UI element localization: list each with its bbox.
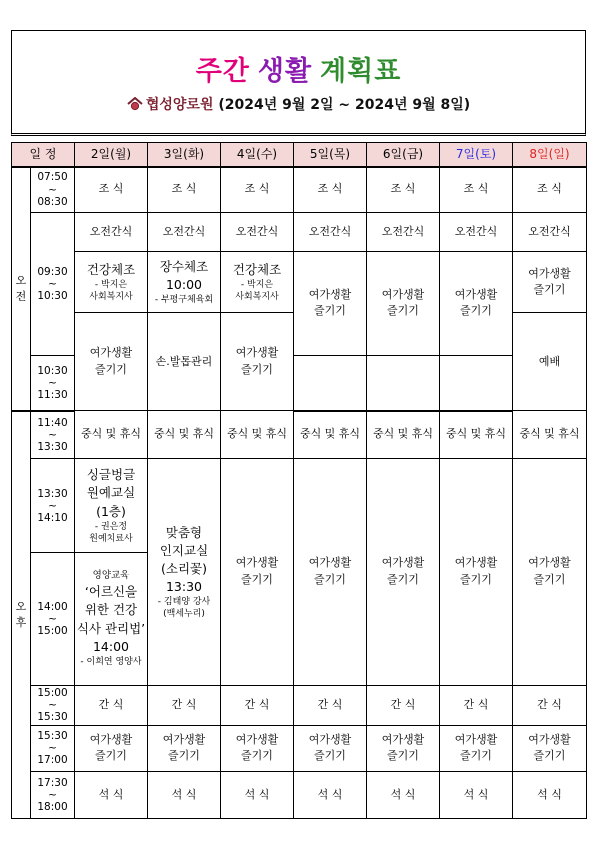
period: (2024년 9월 2일 ~ 2024년 9월 8일)	[218, 97, 471, 113]
header-box	[11, 30, 586, 136]
time-end: 14:10	[37, 511, 68, 524]
dinner-thu: 석 식	[294, 772, 367, 819]
time-end: 08:30	[37, 195, 68, 208]
wed-exercise-title: 건강체조	[232, 261, 282, 277]
leisure-line2: 즐기기	[533, 572, 566, 586]
time-sep: ~	[48, 742, 57, 755]
mon-exercise-note1: - 박지은	[94, 280, 128, 291]
tue-class-time: 13:30	[165, 578, 203, 594]
leisure-line1: 여가생활	[528, 732, 571, 746]
mon-class-line3: (1층)	[96, 503, 126, 519]
time-slot	[31, 686, 75, 725]
dinner-sat: 석 식	[440, 772, 513, 819]
col-header-tue: 3일(화)	[148, 143, 221, 167]
time-start: 07:50	[37, 171, 68, 184]
leisure-line1: 여가생활	[308, 287, 352, 301]
time-sep: ~	[48, 183, 57, 196]
page-title	[12, 49, 585, 88]
pm-snack-wed: 간 식	[221, 686, 294, 725]
leisure-line1: 여가생활	[381, 732, 425, 746]
am-snack-wed: 오전간식	[221, 212, 294, 251]
leisure-thu-pm	[294, 458, 367, 685]
breakfast-sat: 조 식	[440, 167, 513, 213]
tue-class-note1: - 김태양 강사	[157, 597, 211, 608]
time-start: 17:30	[37, 777, 68, 789]
col-header-schedule: 일 정	[12, 143, 75, 167]
leisure-wed-late	[221, 725, 294, 772]
leisure-line1: 여가생활	[454, 732, 498, 746]
pm-snack-sat: 간 식	[440, 686, 513, 725]
mon-class-note2: 원예치료사	[89, 533, 133, 544]
leisure-line1: 여가생활	[454, 556, 498, 570]
leisure-sat-late	[440, 355, 513, 410]
time-end: 18:00	[37, 801, 68, 814]
time-sep: ~	[48, 613, 57, 626]
leisure-sun-pm	[513, 458, 587, 685]
leisure-line2: 즐기기	[168, 749, 200, 763]
time-end: 17:00	[37, 754, 68, 767]
am-snack-thu: 오전간식	[294, 212, 367, 251]
am-snack-sun: 오전간식	[513, 212, 587, 251]
house-logo-icon	[127, 97, 143, 115]
col-header-sun: 8일(일)	[513, 143, 587, 167]
leisure-line1: 여가생활	[454, 287, 498, 301]
leisure-line1: 여가생활	[381, 287, 425, 301]
tue-exercise-time: 10:00	[165, 277, 203, 293]
mon-edu-line3: 식사 관리법’	[76, 620, 146, 636]
time-slot	[31, 772, 75, 819]
leisure-sun-eve	[513, 725, 587, 772]
leisure-line2: 즐기기	[241, 749, 273, 763]
col-header-wed: 4일(수)	[221, 143, 294, 167]
tue-class-line1: 맞춤형	[165, 524, 203, 540]
lunch-tue: 중식 및 휴식	[148, 411, 221, 459]
leisure-line2: 즐기기	[460, 304, 492, 318]
leisure-line2: 즐기기	[460, 749, 492, 763]
time-slot	[31, 167, 75, 213]
time-end: 10:30	[37, 289, 68, 302]
time-sep: ~	[48, 376, 57, 389]
leisure-line2: 즐기기	[533, 283, 566, 297]
title-word-weekly: 주간	[195, 56, 250, 87]
time-sep: ~	[48, 789, 57, 802]
sun-worship: 예배	[513, 313, 587, 411]
title-word-plan: 계획표	[320, 56, 402, 87]
leisure-sat-eve	[440, 725, 513, 772]
time-sep: ~	[48, 277, 57, 290]
leisure-line2: 즐기기	[95, 362, 127, 376]
time-slot	[31, 355, 75, 410]
leisure-line2: 즐기기	[533, 749, 566, 763]
dinner-tue: 석 식	[148, 772, 221, 819]
breakfast-thu: 조 식	[294, 167, 367, 213]
time-slot	[31, 458, 75, 552]
time-start: 15:00	[37, 687, 68, 700]
am-snack-tue: 오전간식	[148, 212, 221, 251]
leisure-line2: 즐기기	[314, 572, 346, 586]
leisure-line2: 즐기기	[241, 572, 273, 586]
leisure-line1: 여가생활	[235, 556, 279, 570]
tue-cognitive-class	[148, 458, 221, 685]
time-start: 13:30	[37, 487, 68, 500]
tue-class-line2: 인지교실	[159, 542, 209, 558]
dinner-sun: 석 식	[513, 772, 587, 819]
leisure-thu-am	[294, 251, 367, 355]
section-afternoon	[12, 411, 31, 819]
tue-exercise	[148, 251, 221, 313]
breakfast-fri: 조 식	[367, 167, 440, 213]
mon-exercise-note2: 사회복지사	[89, 292, 133, 303]
leisure-sat-pm	[440, 458, 513, 685]
breakfast-wed: 조 식	[221, 167, 294, 213]
lunch-wed: 중식 및 휴식	[221, 411, 294, 459]
org-name: 협성양로원	[145, 97, 214, 113]
leisure-line2: 즐기기	[460, 572, 492, 586]
leisure-fri-pm	[367, 458, 440, 685]
leisure-line1: 여가생활	[235, 732, 279, 746]
leisure-line2: 즐기기	[387, 304, 419, 318]
am-snack-mon: 오전간식	[75, 212, 148, 251]
weekly-schedule-table	[11, 142, 587, 819]
dinner-wed: 석 식	[221, 772, 294, 819]
breakfast-mon: 조 식	[75, 167, 148, 213]
mon-edu-line2: 위한 건강	[84, 602, 138, 618]
wed-exercise-note1: - 박지은	[240, 280, 274, 291]
subtitle	[12, 94, 585, 115]
time-slot	[31, 411, 75, 459]
tue-class-note2: (백세누리)	[163, 609, 205, 620]
lunch-mon: 중식 및 휴식	[75, 411, 148, 459]
time-start: 14:00	[37, 601, 68, 614]
time-start: 10:30	[37, 364, 68, 377]
mon-edu-line1: ‘어르신을	[84, 584, 138, 600]
time-start: 11:40	[37, 416, 68, 429]
leisure-line1: 여가생활	[528, 266, 571, 280]
time-sep: ~	[48, 428, 57, 441]
lunch-sat: 중식 및 휴식	[440, 411, 513, 459]
leisure-wed-pm	[221, 458, 294, 685]
time-slot	[31, 212, 75, 355]
leisure-line2: 즐기기	[241, 362, 273, 376]
leisure-thu-eve	[294, 725, 367, 772]
mon-class-line1: 싱글벙글	[86, 467, 136, 483]
section-afternoon-label: 오 후	[15, 600, 27, 629]
time-end: 13:30	[37, 440, 68, 453]
pm-snack-tue: 간 식	[148, 686, 221, 725]
time-end: 15:30	[37, 711, 68, 724]
leisure-line1: 여가생활	[89, 346, 133, 360]
lunch-thu: 중식 및 휴식	[294, 411, 367, 459]
col-header-fri: 6일(금)	[367, 143, 440, 167]
mon-edu-note: - 이희연 영양사	[80, 656, 142, 667]
wed-exercise	[221, 251, 294, 313]
mon-edu-time: 14:00	[92, 638, 130, 654]
dinner-mon: 석 식	[75, 772, 148, 819]
col-header-sat: 7일(토)	[440, 143, 513, 167]
leisure-mon-late	[75, 725, 148, 772]
section-morning	[12, 167, 31, 411]
time-end: 11:30	[37, 388, 68, 401]
section-morning-label: 오 전	[15, 274, 27, 303]
breakfast-sun: 조 식	[513, 167, 587, 213]
mon-class-line2: 원예교실	[86, 485, 136, 501]
leisure-sat-am	[440, 251, 513, 355]
tue-class-line3: (소리꽃)	[161, 560, 207, 576]
col-header-thu: 5일(목)	[294, 143, 367, 167]
time-slot	[31, 725, 75, 772]
leisure-wed-am	[221, 313, 294, 411]
mon-class-note1: - 권은정	[94, 521, 128, 532]
mon-horticulture-class	[75, 458, 148, 552]
leisure-tue-late	[148, 725, 221, 772]
mon-nutrition-education	[75, 553, 148, 686]
leisure-line1: 여가생활	[162, 732, 206, 746]
mon-exercise	[75, 251, 148, 313]
leisure-fri-eve	[367, 725, 440, 772]
leisure-line1: 여가생활	[381, 556, 425, 570]
leisure-line1: 여가생활	[308, 732, 352, 746]
col-header-mon: 2일(월)	[75, 143, 148, 167]
am-snack-sat: 오전간식	[440, 212, 513, 251]
time-slot	[31, 553, 75, 686]
leisure-fri-late	[367, 355, 440, 410]
tue-nail-care: 손.발톱관리	[148, 313, 221, 411]
leisure-line2: 즐기기	[387, 749, 419, 763]
leisure-line2: 즐기기	[314, 749, 346, 763]
leisure-thu-late	[294, 355, 367, 410]
time-sep: ~	[48, 499, 57, 512]
title-word-life: 생활	[257, 56, 313, 87]
lunch-fri: 중식 및 휴식	[367, 411, 440, 459]
dinner-fri: 석 식	[367, 772, 440, 819]
time-sep: ~	[48, 699, 57, 712]
leisure-mon-am	[75, 313, 148, 411]
leisure-fri-am	[367, 251, 440, 355]
leisure-line1: 여가생활	[528, 556, 571, 570]
mon-edu-tag: 영양교육	[92, 570, 130, 582]
mon-exercise-title: 건강체조	[86, 261, 136, 277]
leisure-line2: 즐기기	[314, 304, 346, 318]
pm-snack-sun: 간 식	[513, 686, 587, 725]
lunch-sun: 중식 및 휴식	[513, 411, 587, 459]
am-snack-fri: 오전간식	[367, 212, 440, 251]
leisure-line2: 즐기기	[387, 572, 419, 586]
wed-exercise-note2: 사회복지사	[235, 292, 279, 303]
time-start: 09:30	[37, 265, 68, 278]
pm-snack-mon: 간 식	[75, 686, 148, 725]
pm-snack-thu: 간 식	[294, 686, 367, 725]
leisure-line1: 여가생활	[308, 556, 352, 570]
leisure-line2: 즐기기	[95, 749, 127, 763]
leisure-sun-am	[513, 251, 587, 313]
breakfast-tue: 조 식	[148, 167, 221, 213]
pm-snack-fri: 간 식	[367, 686, 440, 725]
tue-exercise-title: 장수체조	[159, 258, 209, 274]
leisure-line1: 여가생활	[235, 346, 279, 360]
leisure-line1: 여가생활	[89, 732, 133, 746]
tue-exercise-note: - 부평구체육회	[154, 295, 214, 306]
time-start: 15:30	[37, 730, 68, 743]
time-end: 15:00	[37, 625, 68, 638]
